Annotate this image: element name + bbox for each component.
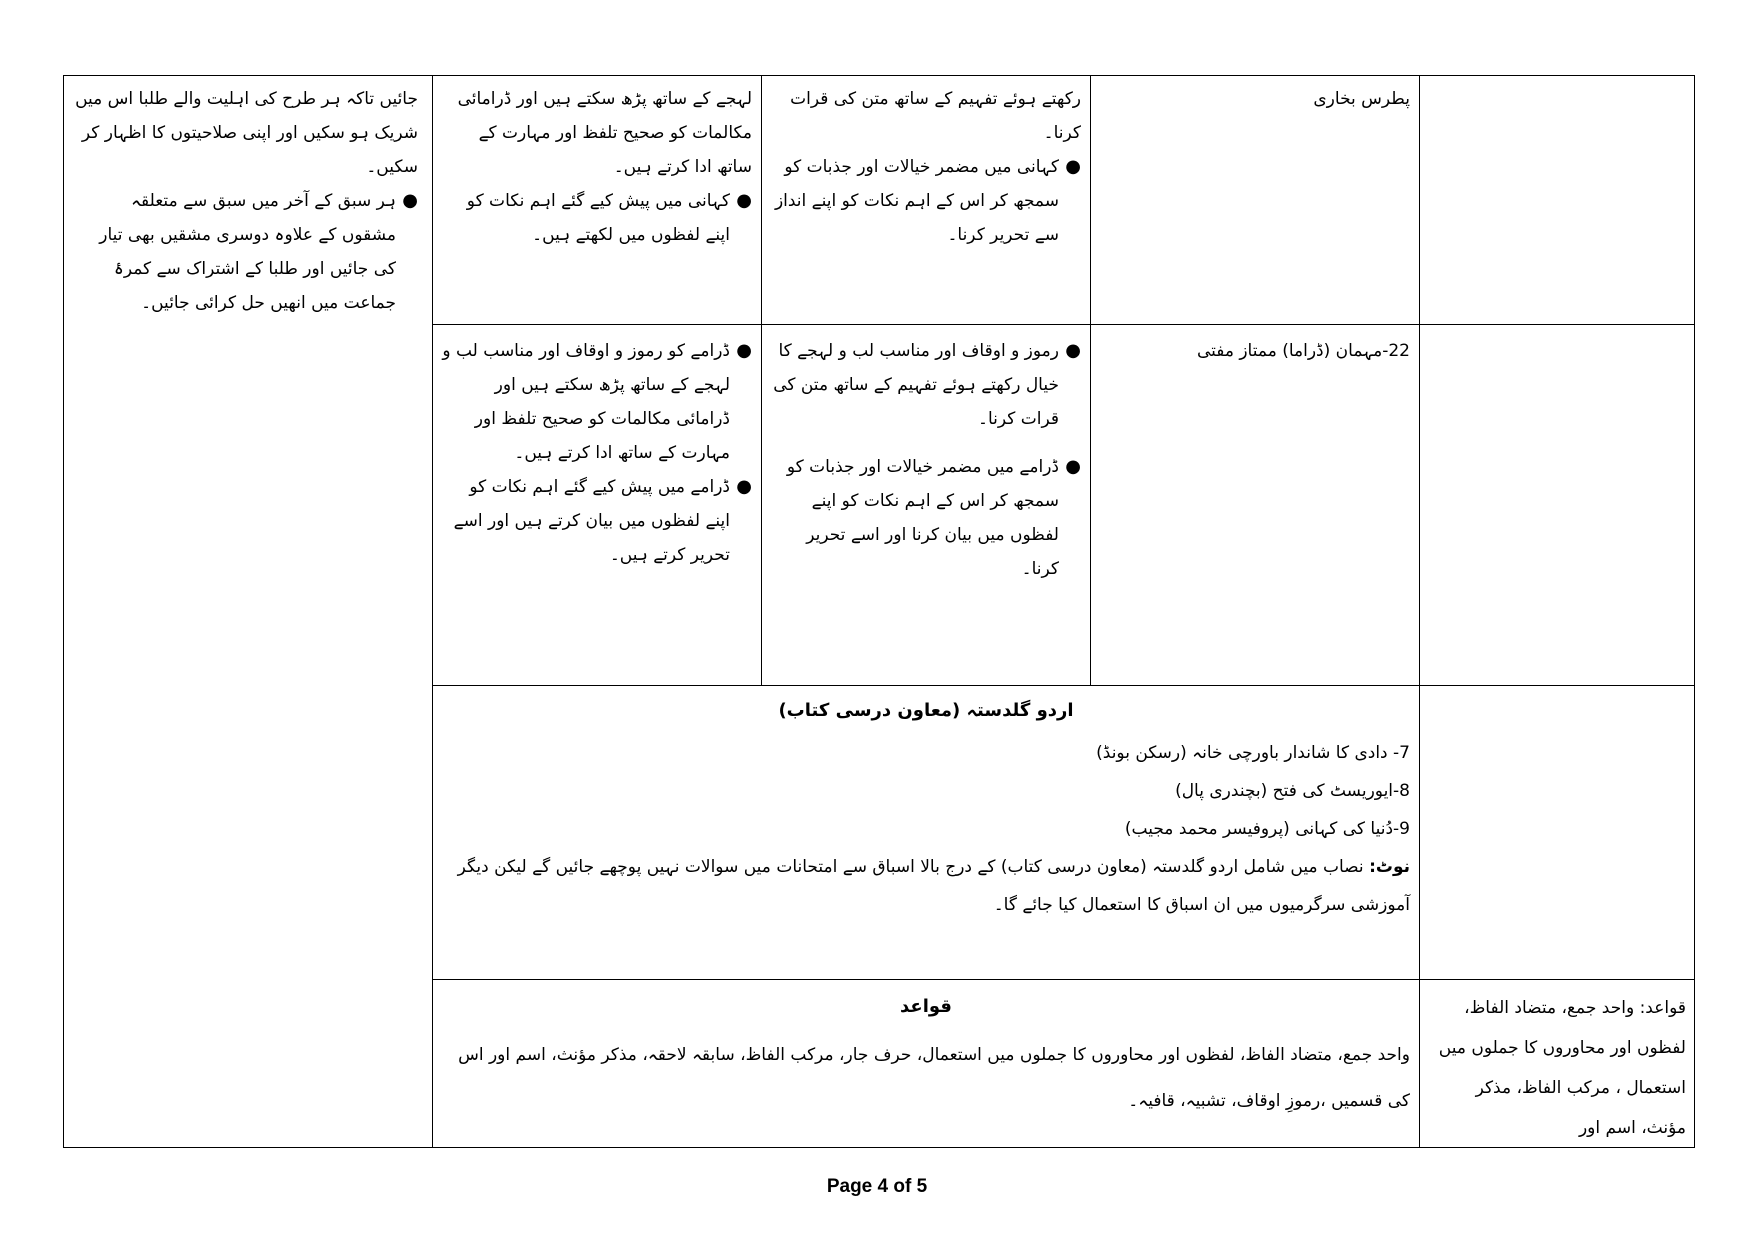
outcome-bullet: ● ڈرامے میں پیش کیے گئے اہم نکات کو اپنے لفظوں میں بیان کرتے ہیں اور اسے تحریر کرتے ہیں۔: [442, 470, 730, 572]
slo-lead: رکھتے ہوئے تفہیم کے ساتھ متن کی قرات کرنا۔: [790, 89, 1081, 143]
bullet-icon: ●: [736, 476, 752, 497]
page-number: Page 4 of 5: [826, 1176, 928, 1197]
supplementary-heading: اردو گلدستہ (معاون درسی کتاب): [778, 700, 1074, 721]
bullet-icon: ●: [736, 340, 752, 361]
grammar-topic: قواعد: واحد جمع، متضاد الفاظ، لفظوں اور محاوروں کا جملوں میں استعمال ، مرکب الفاظ، مذکر مؤنث، اسم اور: [1438, 998, 1686, 1138]
cell-row2-outcomes: [442, 334, 752, 572]
supplementary-item: 7- دادی کا شاندار باورچی خانہ (رسکن بونڈ): [1096, 743, 1410, 763]
cell-row3-supplementary: [442, 694, 1410, 924]
slo-bullet: ● کہانی میں مضمر خیالات اور جذبات کو سمجھ کر اس کے اہم نکات کو اپنے انداز سے تحریر کرنا۔: [771, 150, 1059, 252]
strategy-bullet: ● ہر سبق کے آخر میں سبق سے متعلقہ مشقوں کے علاوہ دوسری مشقیں بھی تیار کی جائیں اور طلبا کے اشتراک سے کمرۂ جماعت میں انھیں حل کرائی جائیں۔: [72, 184, 396, 320]
divider-h-row1: [432, 324, 1695, 325]
table-border-right: [1694, 75, 1695, 1148]
divider-v-col4: [761, 75, 762, 685]
cell-row1-lesson: [1100, 82, 1410, 116]
cell-row4-topic: [1428, 988, 1686, 1148]
bullet-icon: ●: [1065, 456, 1081, 477]
slo-bullet: ● رموز و اوقاف اور مناسب لب و لہجے کا خیال رکھتے ہوئے تفہیم کے ساتھ متن کی قرات کرنا۔: [771, 334, 1059, 436]
cell-row2-slo: [771, 334, 1081, 586]
note-text: نصاب میں شامل اردو گلدستہ (معاون درسی کتاب) کے درج بالا اسباق سے امتحانات میں سوالات نہیں پوچھے جائیں گے لیکن دیگر آموزشی سرگرمیوں میں ان اسباق کا استعمال کیا جائے گا۔: [457, 857, 1410, 915]
bullet-icon: ●: [1065, 340, 1081, 361]
cell-row1-outcomes: [442, 82, 752, 252]
lesson-title: 22-مہمان (ڈراما) ممتاز مفتی: [1196, 341, 1410, 361]
divider-v-col5: [432, 75, 433, 1148]
supplementary-item: 8-ایوریسٹ کی فتح (بچندری پال): [1175, 781, 1410, 801]
bullet-icon: ●: [1065, 156, 1081, 177]
note-label: نوٹ:: [1369, 857, 1410, 877]
outcome-bullet: ● کہانی میں پیش کیے گئے اہم نکات کو اپنے لفظوں میں لکھتے ہیں۔: [442, 184, 730, 252]
strategy-continuation: جائیں تاکہ ہر طرح کی اہلیت والے طلبا اس میں شریک ہو سکیں اور اپنی صلاحیتوں کا اظہار کر سکیں۔: [75, 89, 418, 177]
cell-row4-grammar: [442, 990, 1410, 1124]
supplementary-note: [442, 848, 1410, 924]
divider-h-row3: [432, 979, 1695, 980]
lesson-author: پطرس بخاری: [1313, 89, 1410, 109]
cell-row1-slo: [771, 82, 1081, 252]
cell-teaching-strategies: [72, 82, 418, 320]
divider-v-col1: [1419, 75, 1420, 1148]
divider-v-col3: [1090, 75, 1091, 685]
supplementary-item: 9-دُنیا کی کہانی (پروفیسر محمد مجیب): [1124, 819, 1410, 839]
outcome-bullet: ● ڈرامے کو رموز و اوقاف اور مناسب لب و لہجے کے ساتھ پڑھ سکتے ہیں اور ڈرامائی مکالمات کو صحیح تلفظ اور مہارت کے ساتھ ادا کرتے ہیں۔: [442, 334, 730, 470]
bullet-icon: ●: [736, 190, 752, 211]
table-border-left: [63, 75, 64, 1148]
grammar-text: واحد جمع، متضاد الفاظ، لفظوں اور محاوروں کا جملوں میں استعمال، حرف جار، مرکب الفاظ، سابقہ لاحقہ، مذکر مؤنث، اسم اور اس کی قسمیں ،رموزِ اوقاف، تشبیہ، قافیہ۔: [458, 1045, 1410, 1111]
grammar-heading: قواعد: [900, 996, 952, 1017]
table-border-top: [63, 75, 1695, 76]
outcome-lead: لہجے کے ساتھ پڑھ سکتے ہیں اور ڈرامائی مکالمات کو صحیح تلفظ اور مہارت کے ساتھ ادا کرتے ہیں۔: [457, 89, 752, 177]
cell-row2-lesson: [1100, 334, 1410, 368]
slo-bullet: ● ڈرامے میں مضمر خیالات اور جذبات کو سمجھ کر اس کے اہم نکات کو اپنے لفظوں میں بیان کرنا اور اسے تحریر کرنا۔: [771, 450, 1059, 586]
divider-h-row2: [432, 685, 1695, 686]
bullet-icon: ●: [402, 190, 418, 211]
